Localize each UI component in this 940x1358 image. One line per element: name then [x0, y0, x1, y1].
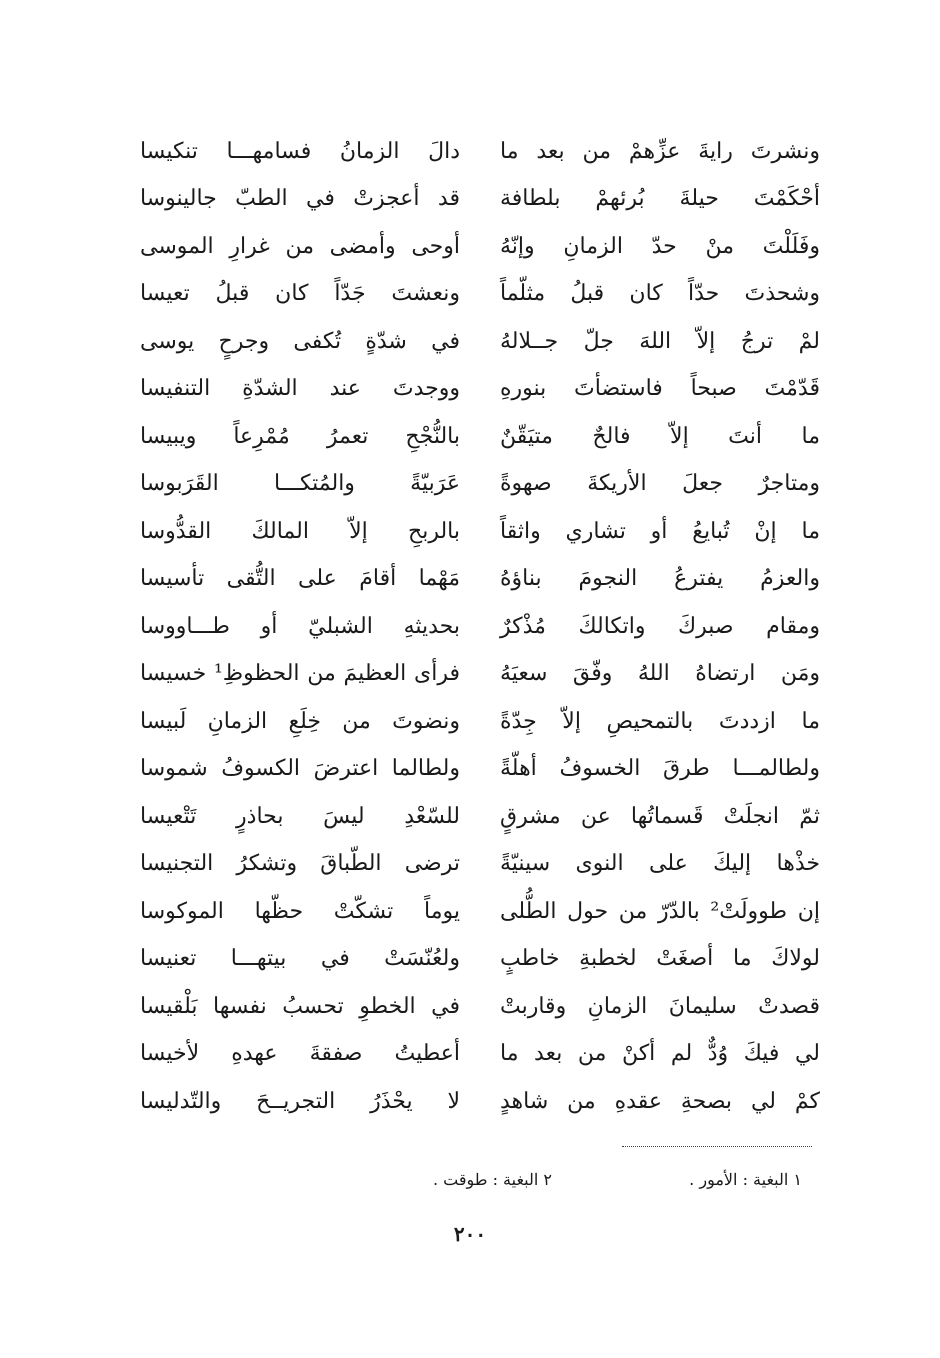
verse-line [120, 223, 820, 271]
verse-line [120, 176, 820, 224]
verse-first-hemistich: ما أنتَ إلاّ فالحٌ متيَقّنٌ [500, 423, 820, 449]
page-number: ٢٠٠ [453, 1222, 487, 1246]
verse-first-hemistich: خذْها إليكَ على النوى سينيّةً [500, 851, 820, 877]
verse-first-hemistich: وشحذتَ حدّاً كان قبلُ مثلّماً [500, 281, 820, 307]
verse-second-hemistich: دالَ الزمانُ فسامهـــا تنكيسا [140, 138, 460, 164]
verse-second-hemistich: يوماً تشكّتْ حظّها الموكوسا [140, 898, 460, 924]
verse-line [120, 793, 820, 841]
verse-first-hemistich: كمْ لي بصحةِ عقدهِ من شاهدٍ [500, 1088, 820, 1114]
verse-line [120, 556, 820, 604]
verse-second-hemistich: في شدّةٍ تُكفى وجرحٍ يوسى [140, 328, 460, 354]
verse-first-hemistich: ونشرتَ رايةَ عزِّهمْ من بعد ما [500, 138, 820, 164]
verse-line [120, 698, 820, 746]
verse-first-hemistich: وفَلَلْتَ منْ حدّ الزمانِ وإنّهُ [500, 233, 820, 259]
verse-first-hemistich: لمْ ترجُ إلاّ اللهَ جلّ جــلالهُ [500, 328, 820, 354]
verse-line [120, 413, 820, 461]
verse-first-hemistich: ما ازددتَ بالتمحيصِ إلاّ جِدّةً [500, 708, 820, 734]
verse-line [120, 936, 820, 984]
verse-first-hemistich: لولاكَ ما أصغَتْ لخطبةِ خاطبٍ [500, 946, 820, 972]
verse-first-hemistich: ولطالمـــا طرقَ الخسوفُ أهلّةً [500, 756, 820, 782]
footnote-1: ١ البغية : الأمور . [689, 1170, 802, 1189]
verse-first-hemistich: ومَن ارتضاهُ اللهُ وفّقَ سعيَهُ [500, 661, 820, 687]
verse-second-hemistich: أعطيتُ صفقةَ عهدهِ لأخيسا [140, 1041, 460, 1067]
verse-second-hemistich: ترضى الطّباقَ وتشكرُ التجنيسا [140, 851, 460, 877]
verse-second-hemistich: قد أعجزتْ في الطبّ جالينوسا [140, 186, 460, 212]
verse-second-hemistich: في الخطوِ تحسبُ نفسها بَلْقيسا [140, 993, 460, 1019]
verse-line [120, 603, 820, 651]
verse-second-hemistich: بالربحِ إلاّ المالكَ القدُّوسا [140, 518, 460, 544]
verse-second-hemistich: لا يحْذَرُ التجريــحَ والتّدليسا [140, 1088, 460, 1114]
verse-line [120, 318, 820, 366]
verse-second-hemistich: عَرَبيّةً والمُتكـــا القَرَبوسا [140, 471, 460, 497]
verse-first-hemistich: قَدّمْتَ صبحاً فاستضأتَ بنورهِ [500, 376, 820, 402]
verse-line [120, 1031, 820, 1079]
verse-line [120, 888, 820, 936]
verse-line [120, 983, 820, 1031]
verse-second-hemistich: فرأى العظيمَ من الحظوظِ¹ خسيسا [140, 661, 461, 687]
verse-second-hemistich: ونعشتَ جَدّاً كان قبلُ تعيسا [140, 281, 460, 307]
verse-second-hemistich: ولعُنّسَتْ في بيتهـــا تعنيسا [140, 946, 460, 972]
verse-first-hemistich: أحْكَمْتَ حيلةَ بُرئهمْ بلطافة [500, 186, 820, 212]
verse-line [120, 366, 820, 414]
verse-line [120, 508, 820, 556]
verse-line [120, 271, 820, 319]
verse-line [120, 1078, 820, 1126]
verse-first-hemistich: ومقام صبركَ واتكالكَ مُذْكرٌ [500, 613, 820, 639]
footnote-2: ٢ البغية : طوقت . [432, 1170, 552, 1189]
verse-second-hemistich: بحديثهِ الشبليّ أو طـــاووسا [140, 613, 460, 639]
verse-second-hemistich: بالنُّجْحِ تعمرُ مُمْرِعاً ويبيسا [140, 423, 460, 449]
verse-first-hemistich: ما إنْ تُبايعُ أو تشاري واثقاً [500, 518, 820, 544]
verse-second-hemistich: ولطالما اعترضَ الكسوفُ شموسا [140, 756, 460, 782]
verse-second-hemistich: للسّعْدِ ليسَ بحاذرٍ تَتْعيسا [140, 803, 460, 829]
verse-first-hemistich: إن طوولَتْ² بالدّرّ من حول الطُّلى [500, 898, 820, 924]
verse-first-hemistich: والعزمُ يفترعُ النجومَ بناؤهُ [500, 566, 820, 592]
footnotes [122, 1170, 802, 1189]
verse-second-hemistich: ووجدتَ عند الشدّةِ التنفيسا [140, 376, 460, 402]
verse-line [120, 841, 820, 889]
verse-second-hemistich: أوحى وأمضى من غرارِ الموسى [140, 233, 460, 259]
verse-first-hemistich: قصدتْ سليمانَ الزمانِ وقاربتْ [500, 993, 820, 1019]
footnote-separator [622, 1146, 812, 1147]
verse-line [120, 651, 820, 699]
verse-first-hemistich: ومتاجرٌ جعلَ الأريكةَ صهوةً [500, 471, 820, 497]
verse-second-hemistich: ونضوتَ من خِلَعِ الزمانِ لَبيسا [140, 708, 460, 734]
poem-verses [120, 128, 820, 1126]
verse-first-hemistich: لي فيكَ وُدٌّ لم أكنْ من بعد ما [500, 1041, 820, 1067]
verse-line [120, 746, 820, 794]
verse-line [120, 128, 820, 176]
verse-line [120, 461, 820, 509]
verse-second-hemistich: مَهْما أقامَ على التُّقى تأسيسا [140, 566, 460, 592]
verse-first-hemistich: ثمّ انجلَتْ قَسماتُها عن مشرقٍ [500, 803, 820, 829]
